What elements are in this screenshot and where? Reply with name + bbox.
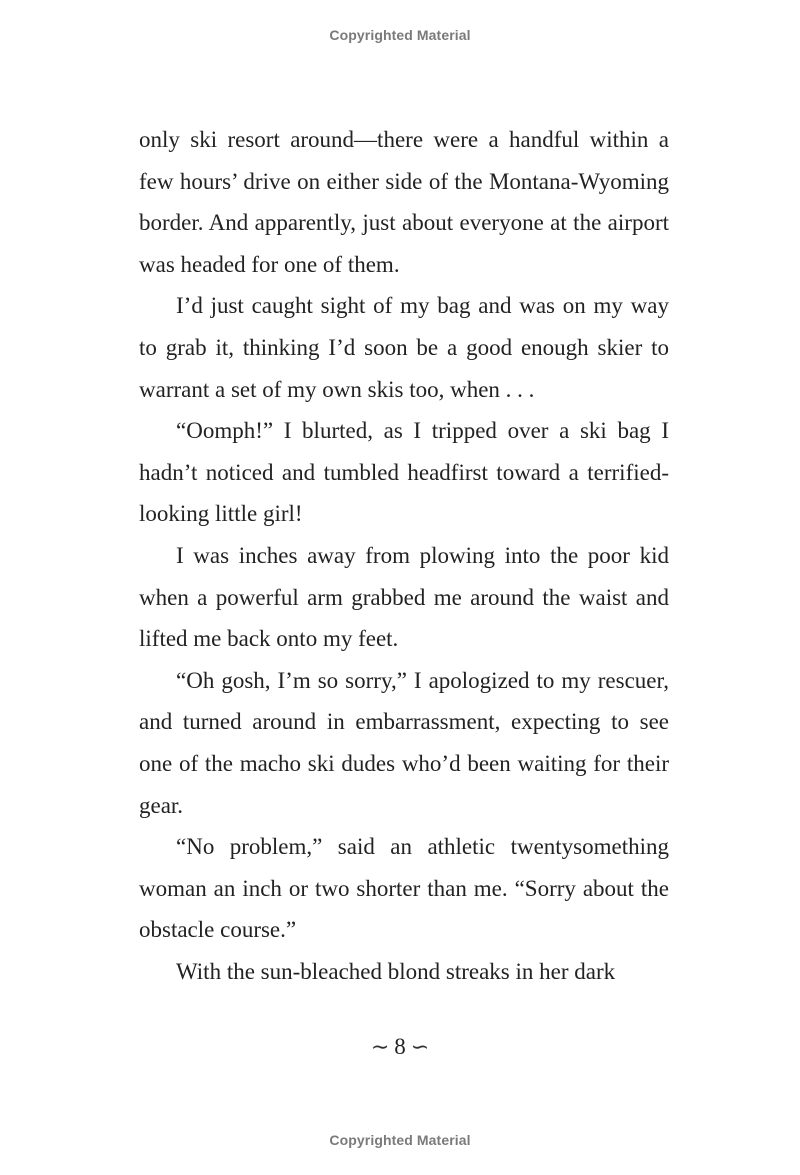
- copyright-watermark-top: Copyrighted Material: [329, 27, 471, 43]
- paragraph: “Oomph!” I blurted, as I tripped over a ski bag I hadn’t noticed and tumbled headfirst toward a terrified-looking little girl!: [139, 418, 669, 527]
- page-number: 8: [394, 1034, 406, 1059]
- copyright-watermark-bottom: Copyrighted Material: [329, 1132, 471, 1148]
- body-text: [139, 119, 669, 992]
- paragraph: With the sun-bleached blond streaks in her dark: [176, 958, 616, 984]
- paragraph: I was inches away from plowing into the poor kid when a powerful arm grabbed me around the waist and lifted me back onto my feet.: [139, 542, 669, 652]
- paragraph: “No problem,” said an athletic twentysomething woman an inch or two shorter than me. “Sorry about the obstacle course.”: [139, 834, 669, 943]
- page-number-footer: [0, 1034, 800, 1060]
- paragraph: “Oh gosh, I’m so sorry,” I apologized to my rescuer, and turned around in embarrassment, expecting to see one of the macho ski dudes who’d been waiting for their gear.: [139, 667, 669, 818]
- paragraph: I’d just caught sight of my bag and was on my way to grab it, thinking I’d soon be a good enough skier to warrant a set of my own skis too, when . . .: [139, 293, 669, 402]
- tilde-ornament-left-icon: ∼: [370, 1034, 390, 1059]
- paragraph: only ski resort around—there were a handful within a few hours’ drive on either side of the Montana-Wyoming border. And apparently, just about everyone at the airport was headed for one of them.: [139, 127, 669, 277]
- tilde-ornament-right-icon: ∽: [410, 1034, 430, 1059]
